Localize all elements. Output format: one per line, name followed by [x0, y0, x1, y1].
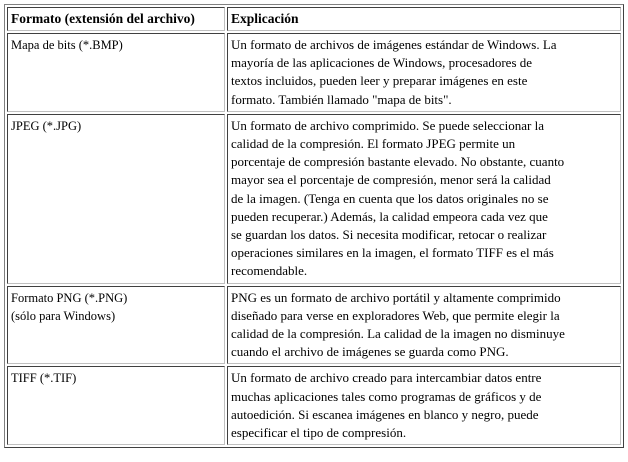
explanation-line: porcentaje de compresión bastante elevado. No obstante, cuanto — [231, 154, 565, 170]
explanation-line: muchas aplicaciones tales como programas de gráficos y de — [231, 388, 542, 404]
explanation-line: especificar el tipo de compresión. — [231, 425, 407, 441]
format-name: TIFF (*.TIF) — [11, 371, 77, 386]
explanation-line: autoedición. Si escanea imágenes en blanco y negro, puede — [231, 406, 539, 422]
format-name: Formato PNG (*.PNG) — [11, 290, 128, 305]
explanation-line: Un formato de archivos de imágenes estándar de Windows. La — [231, 37, 557, 52]
document-body — [4, 4, 624, 448]
explanation-line: mayoría de las aplicaciones de Windows, procesadores de — [231, 55, 533, 71]
table-row-png — [7, 286, 621, 365]
explanation-line: cuando el archivo de imágenes se guarda como PNG. — [231, 344, 509, 360]
format-note: (sólo para Windows) — [11, 308, 116, 323]
explanation-line: diseñado para verse en exploradores Web, que permite elegir la — [231, 307, 560, 323]
explanation-line: mayor sea el porcentaje de compresión, menor será la calidad — [231, 172, 551, 188]
header-format: Formato (extensión del archivo) — [7, 7, 225, 31]
explanation-line: calidad de la compresión. El formato JPEG permite un — [231, 136, 516, 152]
table-row-jpeg — [7, 114, 621, 284]
file-format-table — [4, 4, 624, 448]
header-explanation: Explicación — [227, 7, 621, 31]
explanation-line: se guardan los datos. Si necesita modificar, retocar o realizar — [231, 227, 547, 243]
explanation-line: textos incluidos, pueden leer y preparar imágenes en este — [231, 73, 528, 89]
table-row-tiff — [7, 366, 621, 445]
explanation-line: Un formato de archivo comprimido. Se puede seleccionar la — [231, 117, 544, 133]
explanation-cell-tiff — [227, 366, 621, 445]
explanation-line: de la imagen. (Tenga en cuenta que los datos originales no se — [231, 190, 549, 206]
format-cell-jpeg — [7, 114, 225, 284]
table-row-bmp — [7, 33, 621, 112]
explanation-line: calidad de la compresión. La calidad de la imagen no disminuye — [231, 326, 565, 342]
format-cell-bmp — [7, 33, 225, 112]
format-cell-png — [7, 286, 225, 365]
explanation-cell-png — [227, 286, 621, 365]
explanation-line: formato. También llamado "mapa de bits". — [231, 91, 452, 107]
explanation-cell-jpeg — [227, 114, 621, 284]
explanation-line: pueden recuperar.) Además, la calidad empeora cada vez que — [231, 208, 548, 224]
table-header-row — [7, 7, 621, 31]
format-cell-tiff — [7, 366, 225, 445]
explanation-line: PNG es un formato de archivo portátil y altamente comprimido — [231, 289, 561, 305]
explanation-line: recomendable. — [231, 263, 308, 279]
format-name: Mapa de bits (*.BMP) — [11, 38, 123, 52]
format-name: JPEG (*.JPG) — [11, 118, 82, 133]
explanation-line: Un formato de archivo creado para intercambiar datos entre — [231, 370, 542, 386]
explanation-line: operaciones similares en la imagen, el formato TIFF es el más — [231, 245, 554, 261]
explanation-cell-bmp — [227, 33, 621, 112]
